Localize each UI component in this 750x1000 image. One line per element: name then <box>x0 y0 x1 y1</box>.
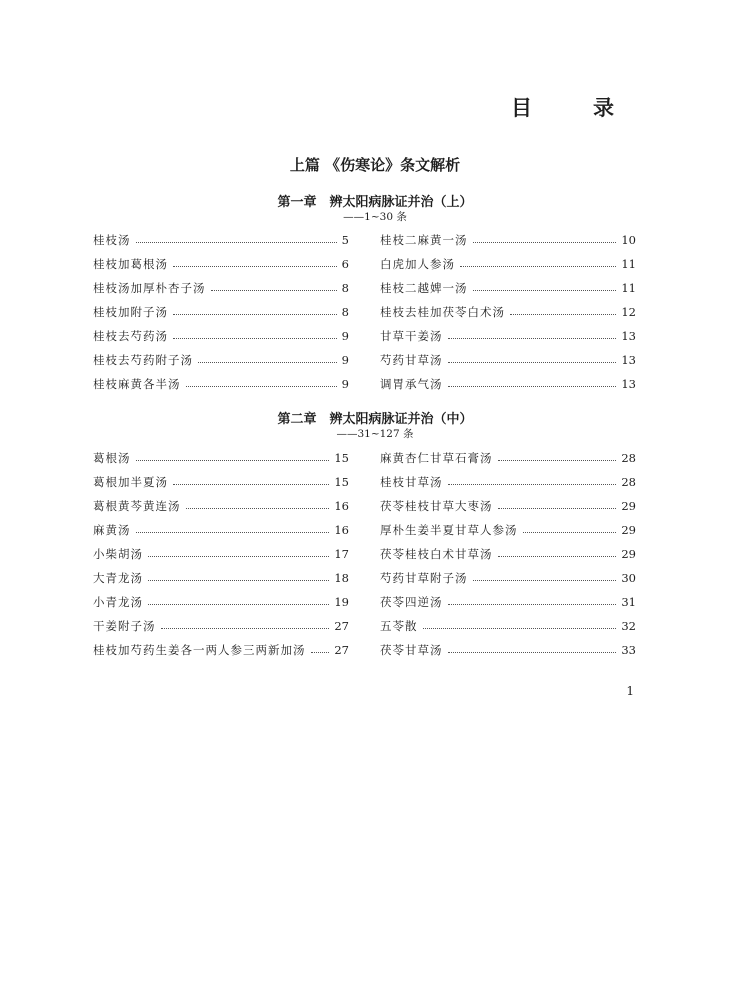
toc-entry[interactable] <box>380 614 636 638</box>
toc-entry[interactable] <box>380 542 636 566</box>
toc-entry-page: 15 <box>334 451 349 465</box>
chapter-2-toc <box>93 446 636 662</box>
toc-entry-page: 16 <box>334 523 349 537</box>
toc-entry-name: 芍药甘草汤 <box>380 353 443 367</box>
toc-entry-page: 11 <box>621 281 636 295</box>
dot-leader <box>448 483 617 485</box>
toc-entry[interactable] <box>380 446 636 470</box>
toc-entry-name: 桂枝甘草汤 <box>380 475 443 489</box>
dot-leader <box>148 555 329 557</box>
toc-entry-page: 9 <box>341 329 349 343</box>
dot-leader <box>161 627 330 629</box>
toc-entry[interactable] <box>93 446 349 470</box>
toc-entry[interactable] <box>380 494 636 518</box>
toc-entry-name: 甘草干姜汤 <box>380 329 443 343</box>
toc-entry-name: 茯苓四逆汤 <box>380 595 443 609</box>
toc-entry-name: 桂枝加葛根汤 <box>93 257 168 271</box>
toc-entry-name: 厚朴生姜半夏甘草人参汤 <box>380 523 518 537</box>
toc-entry-name: 调胃承气汤 <box>380 377 443 391</box>
toc-entry[interactable] <box>380 252 636 276</box>
toc-entry[interactable] <box>93 614 349 638</box>
chapter-2-title: 第二章 辨太阳病脉证并治（中） <box>277 412 473 427</box>
dot-leader <box>311 651 330 653</box>
toc-entry-name: 麻黄杏仁甘草石膏汤 <box>380 451 493 465</box>
toc-entry-page: 33 <box>621 643 636 657</box>
toc-entry-name: 小青龙汤 <box>93 595 143 609</box>
toc-entry-name: 葛根汤 <box>93 451 131 465</box>
toc-entry-page: 27 <box>334 619 349 633</box>
toc-entry[interactable] <box>93 228 349 252</box>
chapter-2-range: ——31~127 条 <box>336 428 414 440</box>
dot-leader <box>448 361 617 363</box>
toc-entry-page: 6 <box>341 257 349 271</box>
toc-entry-name: 芍药甘草附子汤 <box>380 571 468 585</box>
toc-entry[interactable] <box>93 348 349 372</box>
toc-entry-page: 10 <box>621 233 636 247</box>
toc-entry-page: 28 <box>621 451 636 465</box>
dot-leader <box>211 289 337 291</box>
toc-entry-page: 29 <box>621 523 636 537</box>
toc-entry-page: 18 <box>334 571 349 585</box>
dot-leader <box>448 385 617 387</box>
dot-leader <box>498 555 617 557</box>
toc-entry-name: 小柴胡汤 <box>93 547 143 561</box>
toc-entry-page: 11 <box>621 257 636 271</box>
dot-leader <box>473 579 617 581</box>
dot-leader <box>460 265 616 267</box>
toc-entry[interactable] <box>380 590 636 614</box>
toc-entry[interactable] <box>380 372 636 396</box>
chapter-1-range: ——1~30 条 <box>343 211 407 223</box>
toc-entry-name: 桂枝去桂加茯苓白术汤 <box>380 305 505 319</box>
toc-entry-name: 桂枝汤 <box>93 233 131 247</box>
dot-leader <box>173 483 329 485</box>
toc-entry-page: 28 <box>621 475 636 489</box>
toc-entry[interactable] <box>380 470 636 494</box>
toc-entry-name: 桂枝去芍药汤 <box>93 329 168 343</box>
toc-entry[interactable] <box>93 324 349 348</box>
toc-entry-name: 白虎加人参汤 <box>380 257 455 271</box>
toc-entry-name: 五苓散 <box>380 619 418 633</box>
toc-entry-page: 17 <box>334 547 349 561</box>
toc-entry-name: 葛根加半夏汤 <box>93 475 168 489</box>
toc-entry[interactable] <box>380 276 636 300</box>
toc-entry-name: 桂枝麻黄各半汤 <box>93 377 181 391</box>
toc-entry-name: 桂枝去芍药附子汤 <box>93 353 193 367</box>
toc-entry-page: 27 <box>334 643 349 657</box>
toc-entry-page: 9 <box>341 377 349 391</box>
toc-entry-name: 葛根黄芩黄连汤 <box>93 499 181 513</box>
toc-entry[interactable] <box>93 566 349 590</box>
dot-leader <box>186 385 337 387</box>
dot-leader <box>198 361 337 363</box>
toc-entry-name: 茯苓桂枝甘草大枣汤 <box>380 499 493 513</box>
dot-leader <box>173 313 337 315</box>
dot-leader <box>423 627 617 629</box>
dot-leader <box>473 289 617 291</box>
toc-entry-page: 29 <box>621 547 636 561</box>
toc-entry[interactable] <box>93 542 349 566</box>
dot-leader <box>136 459 330 461</box>
toc-entry-name: 桂枝加附子汤 <box>93 305 168 319</box>
toc-entry[interactable] <box>93 494 349 518</box>
toc-entry-page: 31 <box>621 595 636 609</box>
toc-entry-page: 13 <box>621 353 636 367</box>
toc-entry-page: 32 <box>621 619 636 633</box>
toc-entry[interactable] <box>380 518 636 542</box>
dot-leader <box>148 603 329 605</box>
toc-entry-page: 8 <box>341 305 349 319</box>
toc-entry-name: 桂枝汤加厚朴杏子汤 <box>93 281 206 295</box>
toc-entry-page: 29 <box>621 499 636 513</box>
toc-entry[interactable] <box>380 300 636 324</box>
toc-entry-page: 13 <box>621 329 636 343</box>
toc-entry-name: 干姜附子汤 <box>93 619 156 633</box>
page-title: 目 录 <box>511 95 634 120</box>
toc-entry-name: 桂枝二麻黄一汤 <box>380 233 468 247</box>
dot-leader <box>148 579 329 581</box>
part-title: 上篇 《伤寒论》条文解析 <box>289 156 461 174</box>
toc-entry-page: 30 <box>621 571 636 585</box>
toc-entry[interactable] <box>93 638 349 662</box>
chapter-1-toc <box>93 228 636 396</box>
toc-entry-page: 13 <box>621 377 636 391</box>
toc-entry[interactable] <box>380 566 636 590</box>
toc-entry-name: 茯苓甘草汤 <box>380 643 443 657</box>
toc-entry[interactable] <box>380 638 636 662</box>
toc-entry-name: 麻黄汤 <box>93 523 131 537</box>
dot-leader <box>173 265 337 267</box>
toc-entry-page: 5 <box>341 233 349 247</box>
toc-entry[interactable] <box>93 252 349 276</box>
dot-leader <box>136 241 337 243</box>
toc-entry[interactable] <box>380 348 636 372</box>
toc-entry[interactable] <box>93 372 349 396</box>
dot-leader <box>186 507 330 509</box>
toc-entry[interactable] <box>93 590 349 614</box>
toc-entry-name: 大青龙汤 <box>93 571 143 585</box>
dot-leader <box>510 313 616 315</box>
toc-entry[interactable] <box>93 470 349 494</box>
toc-entry-name: 桂枝二越婢一汤 <box>380 281 468 295</box>
toc-entry[interactable] <box>93 300 349 324</box>
dot-leader <box>498 507 617 509</box>
toc-entry[interactable] <box>93 276 349 300</box>
page-number: 1 <box>626 684 634 698</box>
toc-entry-page: 16 <box>334 499 349 513</box>
toc-entry-page: 12 <box>621 305 636 319</box>
toc-entry[interactable] <box>380 228 636 252</box>
dot-leader <box>523 531 617 533</box>
dot-leader <box>136 531 330 533</box>
dot-leader <box>448 603 617 605</box>
chapter-1-title: 第一章 辨太阳病脉证并治（上） <box>277 195 473 210</box>
dot-leader <box>498 459 617 461</box>
toc-entry-page: 15 <box>334 475 349 489</box>
toc-entry-page: 8 <box>341 281 349 295</box>
toc-entry-name: 茯苓桂枝白术甘草汤 <box>380 547 493 561</box>
dot-leader <box>448 651 617 653</box>
toc-entry-page: 9 <box>341 353 349 367</box>
dot-leader <box>473 241 617 243</box>
toc-entry[interactable] <box>93 518 349 542</box>
toc-entry-page: 19 <box>334 595 349 609</box>
toc-entry-name: 桂枝加芍药生姜各一两人参三两新加汤 <box>93 643 306 657</box>
dot-leader <box>173 337 337 339</box>
toc-entry[interactable] <box>380 324 636 348</box>
dot-leader <box>448 337 617 339</box>
